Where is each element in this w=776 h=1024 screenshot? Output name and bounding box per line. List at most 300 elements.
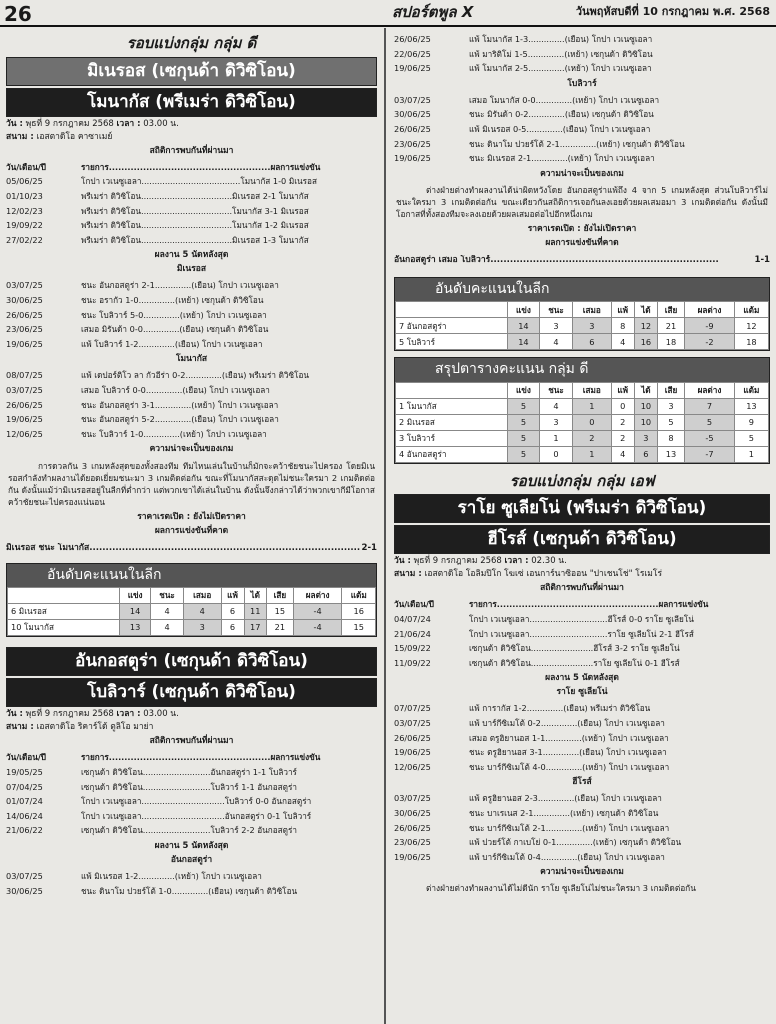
row-detail: ชนะ ดินาโม ปวยร์โต้ 2-1..............(เหย้า) เซกุนด้า ดิวิซิโอน [469,138,685,149]
row-date: 23/06/25 [394,837,431,848]
stat-cell: 21 [267,620,294,636]
stat-cell: 14 [508,318,540,334]
stat-cell: 4 [539,398,572,414]
groupf-analysis-title: ความน่าจะเป็นของเกม [540,867,624,878]
result-row [0,337,383,352]
groupf-form-title: ผลงาน 5 นัดหลังสุด [545,673,619,684]
row-date: 19/06/25 [394,747,431,758]
stat-cell: 5 [657,414,684,430]
column-header: ผลต่าง [685,382,735,398]
result-row [388,701,776,716]
result-row [388,745,776,760]
stat-cell: 6 [634,446,657,462]
row-date: 19/09/22 [6,220,43,231]
match1-odds: ราคาเรตเปิด : ยังไม่เปิดราคา [137,511,246,522]
result-row [0,218,383,233]
result-row [388,32,776,47]
team-cell: 6 มิเนรอส [8,604,120,620]
row-date: 22/06/25 [394,48,431,59]
row-detail: ชนะ ตรูฮิยานอส 3-1..............(เยือน) โกปา เวเนซูเอลา [469,747,667,758]
column-header: แต้ม [342,588,376,604]
row-date: 30/06/25 [394,808,431,818]
row-detail: พรีเมร่า ดิวิซิโอน...................................โมนากัส 1-2 มิเนรอส [81,220,309,231]
result-row [0,383,383,398]
row-date: 03/07/25 [394,717,431,728]
stat-cell: 17 [244,620,266,636]
result-row [388,61,776,76]
stat-cell: 0 [539,446,572,462]
result-row [0,174,383,189]
row-detail: ชนะ อรากัว 1-0..............(เหย้า) เซกุนด้า ดิวิซิโอน [81,295,264,306]
row-date: 26/06/25 [394,33,431,44]
result-row [388,107,776,122]
table-row [396,430,769,446]
match2-odds: ราคาเรตเปิด : ยังไม่เปิดราคา [527,223,637,234]
stat-cell: 3 [539,318,572,334]
stat-cell: -4 [293,604,342,620]
row-date: 11/09/22 [394,657,431,668]
stat-cell: 5 [508,446,540,462]
table-row [396,446,769,462]
groupf-h2h-title: สถิติการพบกันที่ผ่านมา [540,583,624,594]
match1-formA-list [0,278,383,351]
match2-standings [394,277,770,351]
stat-cell: 5 [508,398,540,414]
result-row [0,765,383,780]
result-row [0,780,383,795]
column-header: ชนะ [151,588,184,604]
row-date: 21/06/22 [6,825,43,836]
match2-home-banner: อันกอสตูร่า (เซกุนด้า ดิวิซิโอน) [6,647,377,676]
stat-cell: 8 [611,318,634,334]
stat-cell: 0 [611,398,634,414]
row-detail: แพ้ โมนากัส 1-3..............(เยือน) โกปา เวเนซูเอลา [469,33,653,44]
result-row [0,278,383,293]
row-detail: ชนะ บาร์กีซิเมโต้ 4-0..............(เหย้า) โกปา เวเนซูเอลา [469,761,670,772]
column-header: แข่ง [508,302,540,318]
match2-analysis-title: ความน่าจะเป็นของเกม [540,168,624,179]
result-row [0,189,383,204]
result-row [388,835,776,850]
row-date: 19/06/25 [394,851,431,862]
row-detail: แพ้ โมนากัส 2-5..............(เหย้า) โกปา เวเนซูเอลา [469,63,652,74]
column-header: เสมอ [573,302,611,318]
row-detail: ชนะ โบลิวาร์ 1-0..............(เหย้า) โกปา เวเนซูเอลา [81,428,267,439]
match1-form-title: ผลงาน 5 นัดหลังสุด [154,250,229,261]
match2-venue: สนาม : เอสตาดิโอ ริคาร์โด้ ตูลิโอ มาย่า [6,722,154,733]
left-column [0,28,383,1024]
match2-prediction: อันกอสตูร่า เสมอ โบลิวาร์...................................................................... 1-1 [394,254,770,265]
row-detail: พรีเมร่า ดิวิซิโอน...................................มิเนรอส 1-3 โมนากัส [81,234,309,245]
column-divider [384,28,386,1024]
match2-away-banner: โบลิวาร์ (เซกุนด้า ดิวิซิโอน) [6,678,377,707]
result-row [0,869,383,884]
match2-standings-table [395,301,769,350]
match2-pred-title: ผลการแข่งขันที่คาด [545,237,619,248]
groupf-teamA-label: ราโย ซูเลียโน่ [556,687,608,698]
column-header: แข่ง [508,382,540,398]
result-row [0,412,383,427]
team-cell: 10 โมนากัส [8,620,120,636]
row-date: 14/06/24 [6,810,43,821]
row-detail: เซกุนด้า ดิวิซิโอน..........................โบลิวาร์ 1-1 อันกอสตูร่า [81,781,297,792]
stat-cell: 1 [539,430,572,446]
row-date: 30/06/25 [394,109,431,120]
result-row [388,612,776,627]
row-detail: ชนะ อันกอสตูร่า 2-1..............(เยือน) โกปา เวเนซูเอลา [81,280,279,291]
result-row [0,398,383,413]
match1-h2h-header: วัน/เดือน/ปี รายการ....................................................ผลการแข่งขัน [6,161,321,172]
stat-cell: 3 [573,318,611,334]
match1-kickoff: วัน : พุธที่ 9 กรกฎาคม 2568 เวลา : 03.00 น. [6,118,179,129]
column-header [396,302,508,318]
result-row [388,850,776,865]
row-detail: แพ้ มิเนรอส 0-5..............(เยือน) โกปา เวเนซูเอลา [469,123,651,134]
column-header: ชนะ [539,382,572,398]
row-detail: ชนะ อันกอสตูร่า 5-2..............(เยือน) โกปา เวเนซูเอลา [81,414,279,425]
column-header: เสมอ [183,588,221,604]
stat-cell: 2 [611,430,634,446]
column-header: เสีย [657,382,684,398]
stat-cell: 5 [508,430,540,446]
column-header: เสีย [657,302,684,318]
row-detail: ชนะ มิเนรอส 2-1..............(เหย้า) โกปา เวเนซูเอลา [469,153,655,164]
result-row [388,122,776,137]
column-header: แพ้ [611,382,634,398]
match2-analysis: ต่างฝ่ายต่างทำผลงานได้น่าผิดหวังโดย อันกอสตูร่าแพ้ถึง 4 จาก 5 เกมหลังสุด ส่วนโบลิวาร์ไม่ชนะใครมา 3 เกมติดต่อกัน ขณะเดียวกันสถิติการเจอกันลงเอยด้วยผลเสมอมา 3 เกมติดต่อกัน ดังนั้นมีโอกาสที่ทั้งสองทีมจะลงเอยด้วยผลเสมอต่อไปอีกหนึ่งเกม [396,184,768,219]
row-date: 08/07/25 [6,370,43,381]
stat-cell: 5 [508,414,540,430]
column-header [8,588,120,604]
stat-cell: 14 [508,334,540,350]
row-date: 19/06/25 [6,338,43,349]
stat-cell: 14 [120,604,151,620]
match1-formB-list [0,369,383,442]
row-date: 12/06/25 [6,428,43,439]
row-date: 26/06/25 [394,732,431,743]
match2-teamA-label: อันกอสตูร่า [170,854,213,865]
match1-standings-title: อันดับคะแนนในลีก [7,564,376,587]
stat-cell: 2 [611,414,634,430]
stat-cell: 4 [151,620,184,636]
match1-h2h-list [0,174,383,247]
row-detail: โกปา เวเนซูเอลา..............................ราโย ซูเลียโน่ 2-1 ฮีโรส์ [469,628,694,639]
groupf-teamB-label: ฮีโรส์ [572,777,592,788]
match2-h2h-list [0,765,383,838]
groupf-kickoff: วัน : พุธที่ 9 กรกฎาคม 2568 เวลา : 02.30 น. [394,556,567,567]
groupf-home-banner: ราโย ซูเลียโน่ (พรีเมร่า ดิวิซิโอน) [394,494,770,523]
column-header: เสมอ [573,382,611,398]
row-date: 27/02/22 [6,234,43,245]
match1-teamA-label: มิเนรอส [176,264,207,275]
row-detail: แพ้ บาร์กีซิเมโต้ 0-2..............(เยือน) โกปา เวเนซูเอลา [469,717,665,728]
row-detail: แพ้ ตรูฮิยานอส 2-3..............(เยือน) โกปา เวเนซูเอลา [469,793,662,804]
match1-analysis-title: ความน่าจะเป็นของเกม [149,444,234,455]
row-detail: แพ้ เดปอร์ติโว ลา กัวอีร่า 0-2..............(เยือน) พรีเมร่า ดิวิซิโอน [81,370,309,381]
match1-pred-title: ผลการแข่งขันที่คาด [154,525,229,536]
groupf-h2h-header: วัน/เดือน/ปี รายการ....................................................ผลการแข่งขัน [394,599,709,610]
row-date: 26/06/25 [394,123,431,134]
row-date: 07/07/25 [394,703,431,714]
row-detail: ชนะ ดินาโม ปวยร์โต้ 1-0..............(เยือน) เซกุนด้า ดิวิซิโอน [81,885,298,896]
match2-teamB-label: โบลิวาร์ [567,78,597,89]
row-detail: เสมอ มิรันด้า 0-0..............(เยือน) เซกุนด้า ดิวิซิโอน [81,324,269,335]
stat-cell: 12 [634,318,657,334]
stat-cell: 0 [573,414,611,430]
match1-venue: สนาม : เอสตาดิโอ คาซาเมย์ [6,131,113,142]
result-row [388,47,776,62]
stat-cell: 6 [573,334,611,350]
team-cell: 2 มิเนรอส [396,414,508,430]
row-detail: แพ้ มิเนรอส 1-2..............(เหย้า) โกปา เวเนซูเอลา [81,870,262,881]
stat-cell: 13 [734,398,768,414]
row-date: 12/06/25 [394,761,431,772]
stat-cell: 15 [342,620,376,636]
row-detail: แพ้ บาร์กีซิเมโต้ 0-4..............(เยือน) โกปา เวเนซูเอลา [469,851,665,862]
team-cell: 5 โบลิวาร์ [396,334,508,350]
row-date: 03/07/25 [394,94,431,105]
column-header: ได้ [634,302,657,318]
row-date: 03/07/25 [6,385,43,396]
stat-cell: 4 [539,334,572,350]
result-row [388,791,776,806]
row-date: 03/07/25 [6,870,43,881]
groupf-away-banner: ฮีโรส์ (เซกุนด้า ดิวิซิโอน) [394,525,770,554]
result-row [0,293,383,308]
result-row [0,204,383,219]
stat-cell: -9 [685,318,735,334]
row-detail: แพ้ มาริติโม่ 1-5..............(เหย้า) เซกุนด้า ดิวิซิโอน [469,48,653,59]
groupf-formA-list [388,701,776,774]
column-header: ผลต่าง [293,588,342,604]
table-row [8,620,376,636]
result-row [388,731,776,746]
column-header: ชนะ [539,302,572,318]
column-header: ได้ [634,382,657,398]
stat-cell: -4 [293,620,342,636]
team-cell: 4 อันกอสตูร่า [396,446,508,462]
team-cell: 7 อันกอสตูร่า [396,318,508,334]
table-row [396,398,769,414]
groupf-formB-list [388,791,776,864]
result-row [0,427,383,442]
result-row [388,821,776,836]
row-date: 05/06/25 [6,176,43,187]
group-d-summary-table [395,382,769,463]
page-number: 26 [4,2,32,26]
result-row [0,884,383,899]
row-date: 19/05/25 [6,766,43,777]
row-detail: เซกุนด้า ดิวิซิโอน..........................โบลิวาร์ 2-2 อันกอสตูร่า [81,825,297,836]
issue-date: วันพฤหัสบดีที่ 10 กรกฎาคม พ.ศ. 2568 [575,5,770,18]
result-row [0,823,383,838]
stat-cell: 5 [685,414,735,430]
match1-away-banner: โมนากัส (พรีเมร่า ดิวิซิโอน) [6,88,377,117]
result-row [0,322,383,337]
row-detail: เซกุนด้า ดิวิซิโอน........................ราโย ซูเลียโน่ 0-1 ฮีโรส์ [469,657,680,668]
result-row [388,641,776,656]
row-detail: ชนะ บาเรเนส 2-1..............(เหย้า) เซกุนด้า ดิวิซิโอน [469,808,659,818]
stat-cell: 7 [685,398,735,414]
match2-h2h-header: วัน/เดือน/ปี รายการ....................................................ผลการแข่งขัน [6,752,321,763]
stat-cell: 13 [120,620,151,636]
group-f-title: รอบแบ่งกลุ่ม กลุ่ม เอฟ [509,471,655,490]
row-detail: เสมอ ตรูฮิยานอส 1-1..............(เหย้า) โกปา เวเนซูเอลา [469,732,669,743]
groupf-h2h-list [388,612,776,670]
row-detail: โกปา เวเนซูเอลา......................................โมนากัส 1-0 มิเนรอส [81,176,317,187]
result-row [388,716,776,731]
column-header: ได้ [244,588,266,604]
column-header: แต้ม [734,382,768,398]
stat-cell: -5 [685,430,735,446]
stat-cell: 16 [342,604,376,620]
result-row [388,93,776,108]
row-detail: โกปา เวเนซูเอลา................................อันกอสตูร่า 0-1 โบลิวาร์ [81,810,312,821]
table-header-row [396,382,769,398]
column-header: ผลต่าง [685,302,735,318]
stat-cell: 4 [183,604,221,620]
match2-formA-list [0,869,383,898]
stat-cell: 13 [657,446,684,462]
table-row [396,318,769,334]
stat-cell: 3 [657,398,684,414]
stat-cell: -7 [685,446,735,462]
match2-formB-list [388,93,776,166]
result-row [0,794,383,809]
stat-cell: 4 [151,604,184,620]
groupf-venue: สนาม : เอสตาดิโอ โอลิมปิโก โฆเซ่ เอนการ์นาซิออน "ปาเชนโช่" โรเมโร่ [394,569,663,580]
row-date: 12/02/23 [6,205,43,216]
row-date: 03/07/25 [394,793,431,804]
column-header: เสีย [267,588,294,604]
stat-cell: 3 [539,414,572,430]
match2-h2h-title: สถิติการพบกันที่ผ่านมา [149,736,234,747]
table-header-row [8,588,376,604]
stat-cell: 4 [611,446,634,462]
table-row [396,414,769,430]
row-detail: ชนะ โบลิวาร์ 5-0..............(เหย้า) โกปา เวเนซูเอลา [81,309,267,320]
row-detail: เสมอ โบลิวาร์ 0-0..............(เยือน) โกปา เวเนซูเอลา [81,385,270,396]
stat-cell: 6 [221,604,244,620]
row-date: 07/04/25 [6,781,43,792]
stat-cell: 6 [221,620,244,636]
match2-form-title: ผลงาน 5 นัดหลังสุด [154,840,229,851]
match1-standings [6,563,377,637]
stat-cell: 1 [573,398,611,414]
result-row [388,760,776,775]
stat-cell: 3 [634,430,657,446]
right-column [388,28,776,1024]
row-date: 19/06/25 [394,63,431,74]
row-detail: พรีเมร่า ดิวิซิโอน...................................โมนากัส 3-1 มิเนรอส [81,205,309,216]
row-date: 21/06/24 [394,628,431,639]
row-detail: ชนะ บาร์กีซิเมโต้ 2-1..............(เหย้า) โกปา เวเนซูเอลา [469,822,670,833]
result-row [388,656,776,671]
match1-analysis: การดวลกัน 3 เกมหลังสุดของทั้งสองทีม ทีมไหนเล่นในบ้านก็มักจะคว้าชัยชนะไปครอง โดยมิเนรอสกำลังทำผลงานได้ยอดเยี่ยมชนะมา 3 เกมติดต่อกัน ขณะที่โมนากัสสะดุดไม่ชนะใครมา 2 เกมติดต่อกัน ดังนั้นแม้ว่ามิเนรอสอยู่ในลีกที่ต่ำกว่า แต่พวกเขาได้เล่นในบ้าน ดังนั้นจึงกล่าวได้ว่าพวกเขากีมีโอกาสคว้าชัยชนะไปครองแน่นอน [8,460,375,507]
row-detail: แพ้ โบลิวาร์ 1-2..............(เยือน) โกปา เวเนซูเอลา [81,338,263,349]
result-row [388,806,776,821]
match2-formA-continued [388,32,776,76]
row-date: 01/07/24 [6,796,43,807]
stat-cell: 18 [734,334,768,350]
result-row [0,369,383,384]
match1-teamB-label: โมนากัส [175,354,208,365]
row-detail: โกปา เวเนซูเอลา..............................ฮีโรส์ 0-0 ราโย ซูเลียโน่ [469,613,694,624]
match1-standings-table [7,587,376,636]
table-row [396,334,769,350]
stat-cell: 2 [573,430,611,446]
row-date: 04/07/24 [394,613,431,624]
stat-cell: 10 [634,414,657,430]
groupf-analysis: ต่างฝ่ายต่างทำผลงานได้ไม่ดีนัก ราโย ซูเลียโน่ไม่ชนะใครมา 3 เกมติดต่อกัน [426,883,696,894]
row-detail: ชนะ อันกอสตูร่า 3-1..............(เหย้า) โกปา เวเนซูเอลา [81,399,279,410]
column-header: แข่ง [120,588,151,604]
result-row [388,627,776,642]
stat-cell: 4 [611,334,634,350]
column-header: แพ้ [611,302,634,318]
row-date: 15/09/22 [394,643,431,654]
row-detail: ชนะ มิรันด้า 0-2..............(เยือน) เซกุนด้า ดิวิซิโอน [469,109,654,120]
stat-cell: 5 [734,430,768,446]
row-detail: เสมอ โมนากัส 0-0..............(เหย้า) โกปา เวเนซูเอลา [469,94,660,105]
result-row [388,137,776,152]
group-d-summary [394,357,770,463]
match1-h2h-title: สถิติการพบกันที่ผ่านมา [149,145,234,156]
team-cell: 3 โบลิวาร์ [396,430,508,446]
row-date: 23/06/25 [6,324,43,335]
result-row [388,151,776,166]
match1-prediction: มิเนรอส ชนะ โมนากัส................................................................................... 2-1 [6,542,377,553]
row-date: 26/06/25 [6,309,43,320]
stat-cell: 8 [657,430,684,446]
row-date: 30/06/25 [6,885,43,896]
column-header: แพ้ [221,588,244,604]
row-date: 30/06/25 [6,295,43,306]
group-d-title: รอบแบ่งกลุ่ม กลุ่ม ดี [126,34,257,52]
row-date: 23/06/25 [394,138,431,149]
brand-logo: สปอร์ตพูล X [392,3,474,21]
stat-cell: 21 [657,318,684,334]
team-cell: 1 โมนากัส [396,398,508,414]
stat-cell: 1 [573,446,611,462]
match2-kickoff: วัน : พุธที่ 9 กรกฎาคม 2568 เวลา : 03.00 น. [6,709,179,720]
row-date: 01/10/23 [6,190,43,201]
row-date: 26/06/25 [6,399,43,410]
row-detail: แพ้ ปวยร์โต้ กาเบโย่ 0-1..............(เหย้า) เซกุนด้า ดิวิซิโอน [469,837,682,848]
stat-cell: 1 [734,446,768,462]
stat-cell: 11 [244,604,266,620]
row-date: 26/06/25 [394,822,431,833]
row-detail: เซกุนด้า ดิวิซิโอน..........................อันกอสตูร่า 1-1 โบลิวาร์ [81,766,297,777]
stat-cell: 3 [183,620,221,636]
row-detail: เซกุนด้า ดิวิซิโอน........................ฮีโรส์ 3-2 ราโย ซูเลียโน่ [469,643,680,654]
row-date: 19/06/25 [6,414,43,425]
match1-home-banner: มิเนรอส (เซกุนด้า ดิวิซิโอน) [6,57,377,86]
group-d-summary-title: สรุปตารางคะแนน กลุ่ม ดี [395,358,769,381]
stat-cell: 16 [634,334,657,350]
result-row [0,308,383,323]
stat-cell: 18 [657,334,684,350]
page-header [0,0,776,27]
column-header [396,382,508,398]
table-header-row [396,302,769,318]
stat-cell: 12 [734,318,768,334]
stat-cell: -2 [685,334,735,350]
result-row [0,233,383,248]
row-detail: โกปา เวเนซูเอลา................................โบลิวาร์ 0-0 อันกอสตูร่า [81,796,312,807]
column-header: แต้ม [734,302,768,318]
match2-standings-title: อันดับคะแนนในลีก [395,278,769,301]
